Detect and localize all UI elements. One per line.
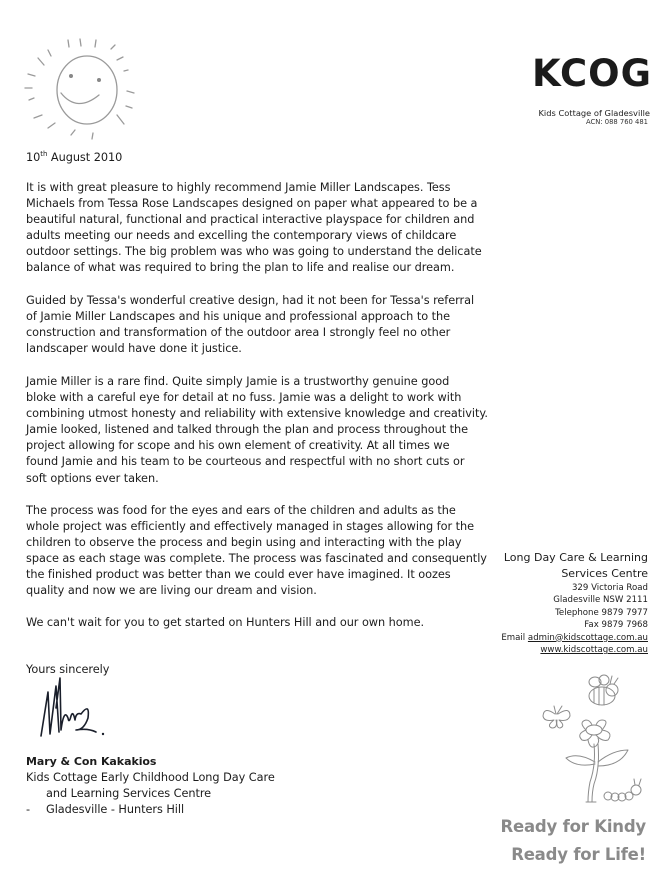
website-link[interactable]: www.kidscottage.com.au (540, 645, 648, 656)
garden-illustration-icon (538, 670, 648, 808)
signature-icon (38, 678, 108, 740)
telephone: Telephone 9879 7977 (555, 607, 648, 618)
paragraph-2: Guided by Tessa's wonderful creative design, had it not been for Tessa's referral of Jamie Miller Landscapes and his unique and professional approach to the construction and transformation of the outdoor area I strongly feel no other landscaper would have done it justice. (26, 294, 475, 356)
bee-icon (589, 675, 618, 705)
kcog-logo: KCOG (532, 52, 652, 95)
flower-icon (566, 720, 628, 802)
signatory-org-line-3: - Gladesville - Hunters Hill (26, 803, 185, 816)
fax: Fax 9879 7968 (584, 620, 648, 631)
signatory-org-line-2: and Learning Services Centre (46, 787, 212, 800)
website-row (501, 644, 648, 656)
contact-block (501, 550, 648, 656)
sun-illustration-icon (20, 38, 150, 148)
caterpillar-icon (604, 779, 641, 801)
organization-name: Kids Cottage of Gladesville (538, 108, 650, 118)
email-link[interactable]: admin@kidscottage.com.au (527, 632, 648, 643)
letter-date: 10th August 2010 (26, 150, 123, 164)
email-row: Email admin@kidscottage.com.au (501, 632, 648, 643)
signatory-name: Mary & Con Kakakios (26, 755, 157, 768)
contact-line-1: Long Day Care & Learning (503, 551, 648, 564)
paragraph-4: The process was food for the eyes and ears of the children and adults as the whole project was efficiently and effectively managed in stages allowing for the children to observe the process and begin using and interacting with the play space as each stage was complete. The process was fascinated and consequently the finished product was better than we could ever have imagined. It oozes quality and now we are living our dream and vision. (26, 504, 487, 598)
paragraph-1: It is with great pleasure to highly recommend Jamie Miller Landscapes. Tess Michaels from Tessa Rose Landscapes designed on paper what appeared to be a beautiful natural, functional and practical interactive playspace for children and adults meeting our needs and excelling the contemporary views of childcare outdoor settings. The big problem was who was going to understand the delicate balance of what was required to bring the plan to life and realise our dream. (26, 181, 482, 275)
address-line-2: Gladesville NSW 2111 (553, 595, 648, 606)
paragraph-3: Jamie Miller is a rare find. Quite simply Jamie is a trustworthy genuine good bloke with a careful eye for detail at no fuss. Jamie was a delight to work with combining utmost honesty and reliability with extensive knowledge and creativity. Jamie looked, listened and talked through the plan and process throughout the project allowing for scope and his own element of creativity. At all times we found Jamie and his team to be courteous and respectful with no short cuts or soft options ever taken. (26, 375, 488, 485)
signatory-org-line-1: Kids Cottage Early Childhood Long Day Care (26, 771, 275, 784)
closing: Yours sincerely (26, 663, 110, 676)
paragraph-5: We can't wait for you to get started on Hunters Hill and our own home. (26, 616, 425, 629)
acn-number: ACN: 088 760 481 (585, 118, 648, 126)
slogan-line-1: Ready for Kindy (500, 817, 646, 836)
contact-line-2: Services Centre (561, 567, 648, 580)
butterfly-icon (543, 706, 570, 728)
slogan-line-2: Ready for Life! (511, 845, 646, 864)
address-line-1: 329 Victoria Road (571, 583, 648, 593)
